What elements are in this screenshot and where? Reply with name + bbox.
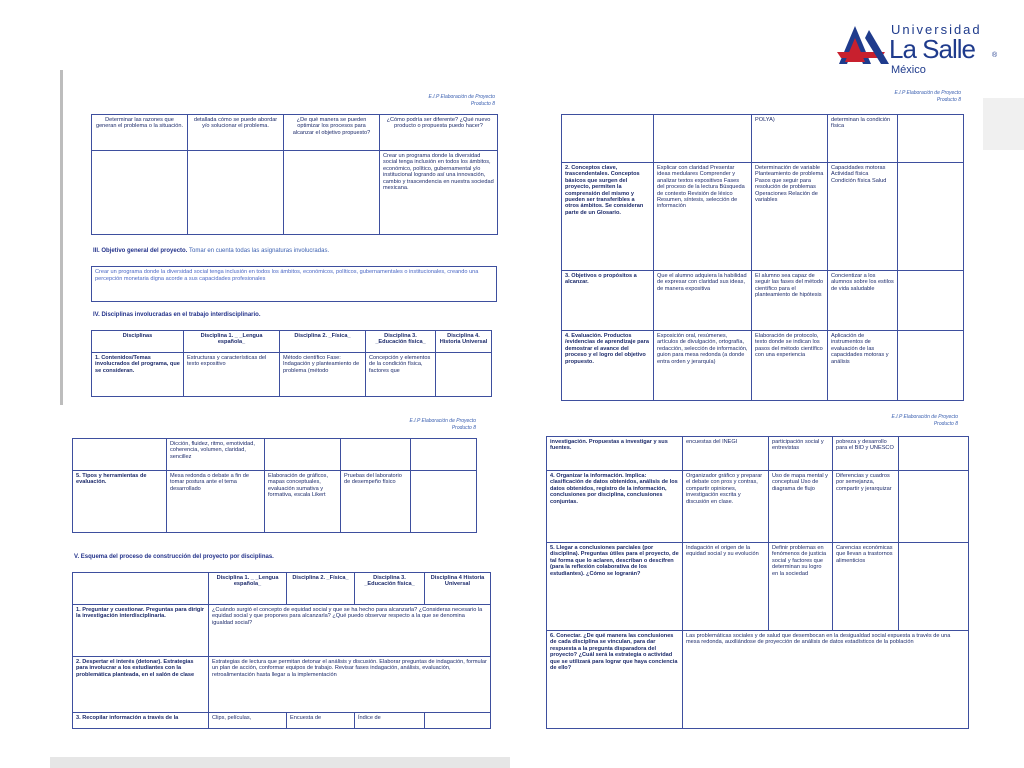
table-cell	[265, 439, 341, 471]
table-cell	[73, 439, 167, 471]
table-cell: Estrategias de lectura que permitan detonar el análisis y discusión. Elaborar preguntas de indagación, formular un plan de acción, conformar equipos de trabajo. Revisar fases indagación, análisis, evaluación, retroalimentación hasta llegar a la implementación	[209, 657, 491, 713]
table-cell: 3. Recopilar información a través de la	[73, 713, 209, 729]
table-cell: Definir problemas en fenómenos de justicia social y factores que determinan su logro en la sociedad	[769, 543, 833, 631]
table-cell: El alumno sea capaz de seguir las fases del método científico para el planteamiento de hipótesis	[752, 271, 828, 331]
table-cell	[899, 471, 969, 543]
table-cell: POLYA)	[752, 115, 828, 163]
table-cell	[899, 437, 969, 471]
table-cell: Que el alumno adquiera la habilidad de expresar con claridad sus ideas, de manera expositiva	[654, 271, 752, 331]
table-cell: Crear un programa donde la diversidad social tenga inclusión en todos los ámbitos, económico, político, gubernamental y/o institucional logrando así una innovación, cambio y trascendencia en nuestra sociedad mexicana.	[380, 151, 498, 235]
table-cell: 6. Conectar. ¿De qué manera las conclusiones de cada disciplina se vinculan, para dar respuesta a la pregunta disparadora del proyecto? ¿Cuál será la estrategia o actividad que se utilizará para lograr que haya conciencia de ello?	[547, 631, 683, 729]
table-cell	[92, 151, 188, 235]
table-cell: Determinación de variable Planteamiento de problema Pasos que seguir para resolución de problemas Operaciones Relación de variables	[752, 163, 828, 271]
university-logo	[835, 22, 1005, 78]
table-cell: detallada cómo se puede abordar y/o solucionar el problema.	[188, 115, 284, 151]
table-cell: Aplicación de instrumentos de evaluación de las capacidades motoras y análisis	[828, 331, 898, 401]
concepts-table	[561, 114, 964, 401]
table-cell: 5. Llegar a conclusiones parciales (por disciplina). Preguntas útiles para el proyecto, de tal forma que lo aclaren, describan o descifren (para la reflexión colaborativa de los estudiantes). ¿Cómo se lograrán?	[547, 543, 683, 631]
table-cell: ¿De qué manera se pueden optimizar los procesos para alcanzar el objetivo propuesto?	[284, 115, 380, 151]
logo-text-universidad: Universidad	[891, 22, 982, 37]
table-cell: pobreza y desarrollo para el BID y UNESCO	[833, 437, 899, 471]
table-cell: participación social y entrevistas	[769, 437, 833, 471]
table-cell: Explicar con claridad Presentar ideas medulares Comprender y analizar textos expositivos Fases del proceso de la lectura Búsqueda de contexto Revisión de léxico Resumen, síntesis, selección de información	[654, 163, 752, 271]
table-cell: 3. Objetivos o propósitos a alcanzar.	[562, 271, 654, 331]
table-header-cell: Disciplina 4 Historia Universal	[425, 573, 491, 605]
scheme-table	[72, 572, 491, 729]
questions-table	[91, 114, 498, 235]
table-cell	[898, 271, 964, 331]
section-heading-objective: III. Objetivo general del proyecto. Tomar en cuenta todas las asignaturas involucradas.	[93, 248, 330, 254]
table-cell: Uso de mapa mental y conceptual Uso de diagrama de flujo	[769, 471, 833, 543]
table-cell: Mesa redonda o debate a fin de tomar postura ante el tema desarrollado	[167, 471, 265, 533]
document-page-2	[545, 86, 975, 404]
document-page-3	[50, 408, 510, 756]
table-cell: Concepción y elementos de la condición física, factores que	[366, 353, 436, 397]
table-header-cell: Disciplinas	[92, 331, 184, 353]
table-cell: 2. Conceptos clave, trascendentales. Conceptos básicos que surgen del proyecto, permiten la comprensión del mismo y pueden ser transferibles a otros ámbitos. Se consideran parte de un Glosario.	[562, 163, 654, 271]
table-cell: 1. Preguntar y cuestionar. Preguntas para dirigir la investigación interdisciplinaria.	[73, 605, 209, 657]
table-header-cell: Disciplina 4. Historia Universal	[436, 331, 492, 353]
page-header: E.I.P Elaboración de Proyecto Producto 8	[428, 94, 495, 107]
process-table	[546, 436, 969, 729]
la-salle-star-icon	[835, 24, 891, 72]
table-cell	[898, 115, 964, 163]
table-header-cell: Disciplina 3. _Educación física_	[355, 573, 425, 605]
disciplines-table	[91, 330, 492, 397]
table-cell	[411, 471, 477, 533]
logo-text-lasalle: La Salle	[889, 34, 975, 64]
table-cell	[898, 163, 964, 271]
table-cell: ¿Cuándo surgió el concepto de equidad social y que se ha hecho para alcanzarla? ¿Consideras necesario la equidad social y que propones para alcanzarla? ¿Qué puedo observar respecto a la que se denomina igualdad social?	[209, 605, 491, 657]
table-cell: Organizador gráfico y preparar el debate con pros y contras, compartir opiniones, investigación escrita y discusión en clase.	[683, 471, 769, 543]
table-cell: Método científico Fase: Indagación y planteamiento de problema (método	[280, 353, 366, 397]
table-cell: Clips, películas,	[209, 713, 287, 729]
table-cell: 4. Evaluación. Productos /evidencias de aprendizaje para demostrar el avance del proceso y el logro del objetivo propuesto.	[562, 331, 654, 401]
table-cell	[899, 543, 969, 631]
table-cell: determinan la condición física	[828, 115, 898, 163]
table-cell: 1. Contenidos/Temas involucrados del programa, que se consideran.	[92, 353, 184, 397]
table-header-cell: Disciplina 2. _Física_	[287, 573, 355, 605]
table-cell: 2. Despertar el interés (detonar). Estrategias para involucrar a los estudiantes con la problemática planteada, en el salón de clase	[73, 657, 209, 713]
table-cell: Exposición oral, resúmenes, artículos de divulgación, ortografía, redacción, selección de información, guion para mesa redonda (a donde entra orden y jerarquía)	[654, 331, 752, 401]
logo-text-mexico: México	[891, 64, 926, 76]
objective-box: Crear un programa donde la diversidad social tenga inclusión en todos los ámbitos, económicos, políticos, gubernamentales o institucionales, creando una percepción monetaria digna acorde a sus capacidades profesionales	[91, 266, 497, 302]
page-header: E.I.P Elaboración de Proyecto Producto 8	[891, 414, 958, 427]
table-cell: Determinar las razones que generan el problema o la situación.	[92, 115, 188, 151]
evaluation-tools-table	[72, 438, 477, 533]
page-shadow-right	[983, 98, 1024, 150]
table-cell: Carencias económicas que llevan a trastornos alimenticios	[833, 543, 899, 631]
table-cell	[341, 439, 411, 471]
table-header-cell: Disciplina 3. _Educación física_	[366, 331, 436, 353]
table-cell	[898, 331, 964, 401]
page-shadow-bottom	[50, 757, 510, 768]
page-header: E.I.P Elaboración de Proyecto Producto 8	[409, 418, 476, 431]
table-cell: encuestas del INEGI	[683, 437, 769, 471]
table-cell: Diferencias y cuadros por semejanza, compartir y jerarquizar	[833, 471, 899, 543]
table-header-cell: Disciplina 1. _ _Lengua española_	[209, 573, 287, 605]
table-cell	[284, 151, 380, 235]
table-cell: ¿Cómo podría ser diferente? ¿Qué nuevo producto o propuesta puedo hacer?	[380, 115, 498, 151]
table-cell: Elaboración de gráficos, mapas conceptuales, evaluación sumativa y formativa, escala Likert	[265, 471, 341, 533]
table-cell	[654, 115, 752, 163]
page-header: E.I.P Elaboración de Proyecto Producto 8	[894, 90, 961, 103]
table-cell	[425, 713, 491, 729]
table-header-cell	[73, 573, 209, 605]
table-cell: Capacidades motoras Actividad física Condición física Salud	[828, 163, 898, 271]
table-cell: investigación. Propuestas a investigar y sus fuentes.	[547, 437, 683, 471]
section-heading-disciplines: IV. Disciplinas involucradas en el trabajo interdisciplinario.	[93, 312, 261, 318]
table-cell: Pruebas del laboratorio de desempeño físico	[341, 471, 411, 533]
table-cell: Encuesta de	[287, 713, 355, 729]
table-cell: Estructuras y características del texto expositivo	[184, 353, 280, 397]
table-cell: Índice de	[355, 713, 425, 729]
table-cell: Las problemáticas sociales y de salud que desembocan en la desigualdad social expuesta a través de una mesa redonda, auxiliándose de proyección de análisis de datos estadísticos de la población	[683, 631, 969, 729]
table-cell: Elaboración de protocolo, texto donde se indican los pasos del método científico con una experiencia	[752, 331, 828, 401]
table-header-cell: Disciplina 1. _ _Lengua española_	[184, 331, 280, 353]
table-cell	[188, 151, 284, 235]
table-cell: Indagación el origen de la equidad social y su evolución	[683, 543, 769, 631]
table-header-cell: Disciplina 2. _Física_	[280, 331, 366, 353]
table-cell: Dicción, fluidez, ritmo, emotividad, coherencia, volumen, claridad, sencillez	[167, 439, 265, 471]
table-cell: 4. Organizar la información. Implica: clasificación de datos obtenidos, análisis de los datos obtenidos, registro de la información, conclusiones por disciplina, conclusiones conjuntas.	[547, 471, 683, 543]
section-heading-scheme: V. Esquema del proceso de construcción del proyecto por disciplinas.	[74, 554, 274, 560]
table-cell: Concientizar a los alumnos sobre los estilos de vida saludable	[828, 271, 898, 331]
table-cell	[562, 115, 654, 163]
document-page-1	[63, 72, 509, 405]
table-cell: 5. Tipos y herramientas de evaluación.	[73, 471, 167, 533]
table-cell	[411, 439, 477, 471]
logo-registered-mark: ®	[992, 52, 998, 59]
document-page-4	[540, 408, 980, 744]
table-cell	[436, 353, 492, 397]
